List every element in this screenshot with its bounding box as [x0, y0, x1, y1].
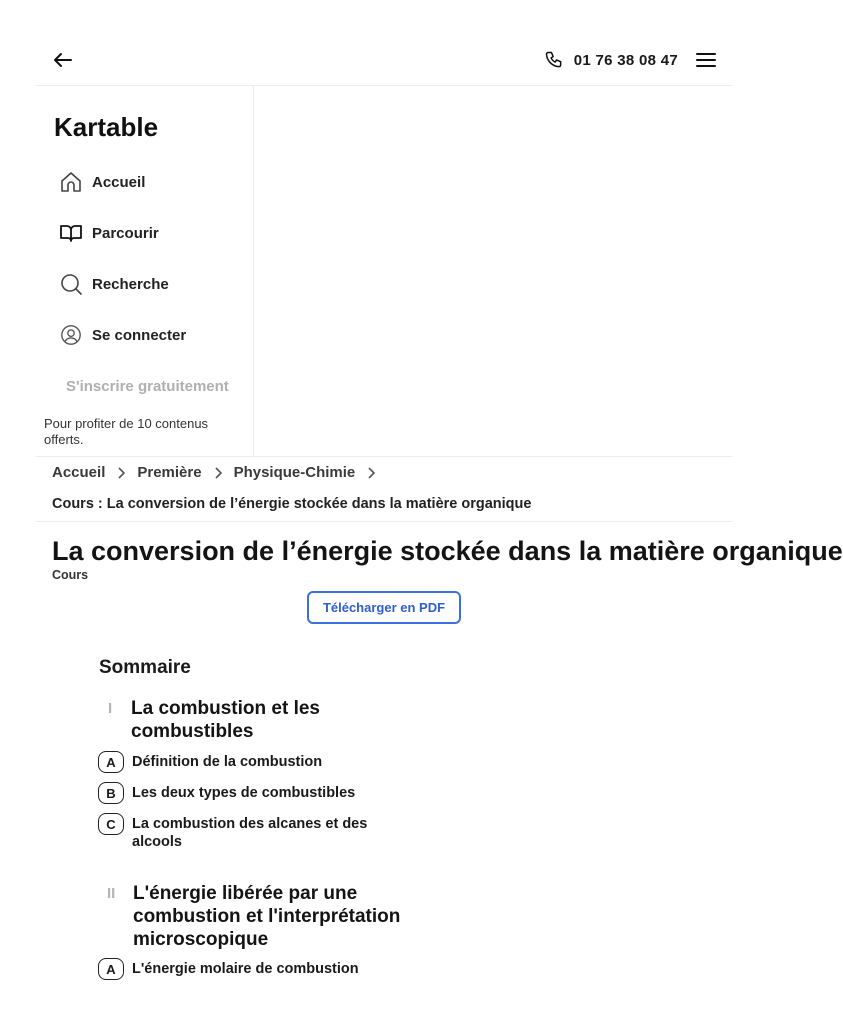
search-icon	[58, 271, 84, 297]
logo[interactable]: Kartable	[54, 112, 159, 142]
content-type-label: Cours	[52, 568, 89, 582]
subsection-label: Les deux types de combustibles	[132, 785, 356, 801]
toc-section-title[interactable]: L'énergie libérée par une combustion et l'interprétation microscopique	[133, 883, 401, 950]
toc-subsection[interactable]	[98, 782, 392, 804]
section-number: II	[107, 885, 116, 902]
sidebar-item-label: Parcourir	[92, 224, 159, 242]
divider	[36, 456, 732, 457]
sidebar-item-recherche[interactable]	[58, 270, 169, 298]
chevron-right-icon	[212, 467, 224, 479]
book-icon	[58, 220, 84, 246]
toc-title: Sommaire	[99, 657, 191, 678]
sidebar-item-label: Recherche	[92, 275, 169, 293]
subsection-label: La combustion des alcanes et des alcools	[132, 816, 368, 850]
sidebar-item-parcourir[interactable]	[58, 219, 159, 247]
toc-subsection[interactable]	[98, 958, 412, 980]
sidebar-item-label: Accueil	[92, 173, 146, 191]
promo-text: Pour profiter de 10 contenus offerts.	[44, 416, 209, 447]
arrow-left-icon	[54, 53, 72, 67]
divider	[36, 521, 732, 522]
toc-section-title[interactable]: La combustion et les combustibles	[131, 698, 320, 742]
toc-subsection[interactable]	[98, 751, 392, 773]
subsection-badge: A	[98, 958, 124, 980]
home-icon	[58, 169, 84, 195]
toc-subsection[interactable]	[98, 813, 392, 851]
subsection-badge: C	[98, 813, 124, 835]
signup-link[interactable]: S'inscrire gratuitement	[66, 378, 229, 395]
top-bar	[0, 0, 768, 86]
phone-link[interactable]	[544, 48, 678, 72]
chevron-right-icon	[365, 467, 377, 479]
user-circle-icon	[58, 322, 84, 348]
back-button[interactable]	[50, 48, 76, 72]
hamburger-icon	[696, 52, 716, 68]
subsection-badge: B	[98, 782, 124, 804]
breadcrumb-current: Cours : La conversion de l’énergie stockée dans la matière organique	[52, 496, 532, 512]
page-title: La conversion de l’énergie stockée dans la matière organique	[52, 536, 843, 566]
subsection-label: L'énergie molaire de combustion	[132, 961, 359, 977]
sidebar-item-accueil[interactable]	[58, 168, 145, 196]
breadcrumb-item[interactable]: Accueil	[52, 464, 106, 481]
subsection-badge: A	[98, 751, 124, 773]
breadcrumb	[52, 464, 377, 481]
breadcrumb-item[interactable]: Première	[137, 464, 202, 481]
chevron-right-icon	[115, 467, 127, 479]
sidebar	[36, 86, 254, 457]
breadcrumb-item[interactable]: Physique-Chimie	[233, 464, 356, 481]
section-number: I	[108, 700, 113, 717]
phone-icon	[544, 50, 564, 70]
sidebar-item-label: Se connecter	[92, 326, 187, 344]
sidebar-item-se-connecter[interactable]	[58, 321, 186, 349]
download-pdf-button[interactable]: Télécharger en PDF	[307, 591, 461, 624]
menu-button[interactable]	[694, 48, 718, 72]
subsection-label: Définition de la combustion	[132, 754, 323, 770]
phone-number: 01 76 38 08 47	[573, 51, 678, 69]
